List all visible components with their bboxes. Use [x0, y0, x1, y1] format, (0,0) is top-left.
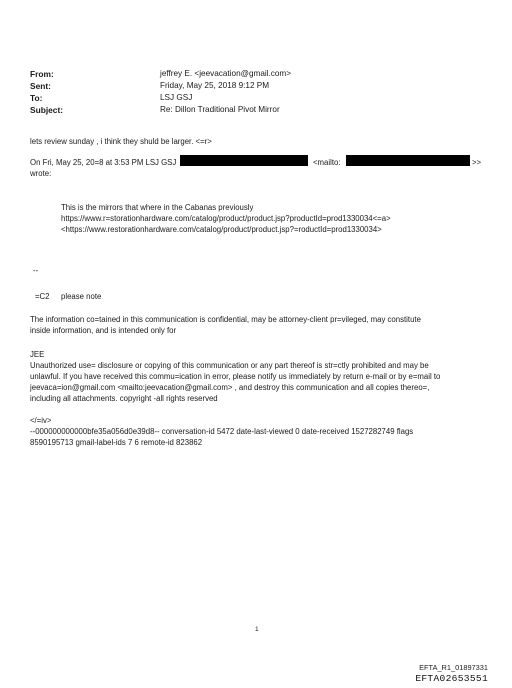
message-line: lets review sunday , i think they shuld be larger. <=r> [30, 137, 212, 146]
quote-link: <https://www.restorationhardware.com/catalog/product/product.jsp?=roductId=prod1330034> [61, 225, 382, 234]
to-value: LSJ GSJ [160, 93, 193, 102]
separator-dashes: -- [33, 266, 39, 275]
quote-link: https://www.r=storationhardware.com/catalog/product/product.jsp?productId=prod1330034<=a> [61, 214, 391, 223]
bates-number-large: EFTA02653551 [415, 673, 488, 684]
signature: JEE [30, 350, 45, 359]
reply-wrote: wrote: [30, 169, 52, 178]
reply-end: >> [472, 158, 482, 167]
page-number: 1 [255, 626, 259, 633]
disclaimer-line: jeevaca=ion@gmail.com <mailto:jeevacation@gmail.com> , and destroy this communication and all copies thereo=, [30, 383, 430, 392]
sent-value: Friday, May 25, 2018 9:12 PM [160, 81, 270, 90]
disclaimer-line: Unauthorized use= disclosure or copying of this communication or any part thereof is str=ctly prohibited and may be [30, 361, 429, 370]
to-label: To: [30, 93, 43, 103]
note-code: =C2 [35, 292, 50, 301]
redaction-box [180, 155, 308, 166]
quote-line: This is the mirrors that where in the Cabanas previously [61, 203, 254, 212]
sent-label: Sent: [30, 81, 51, 91]
confidentiality-line: inside information, and is intended only for [30, 326, 177, 335]
metadata-line: 8590195713 gmail-label-ids 7 6 remote-id 823862 [30, 438, 203, 447]
subject-value: Re: Dillon Traditional Pivot Mirror [160, 105, 280, 114]
reply-attribution: On Fri, May 25, 20=8 at 3:53 PM LSJ GSJ [30, 158, 177, 167]
from-value: jeffrey E. <jeevacation@gmail.com> [160, 69, 292, 78]
subject-label: Subject: [30, 105, 64, 115]
confidentiality-line: The information co=tained in this communication is confidential, may be attorney-client pr=vileged, may constitute [30, 315, 421, 324]
html-tag: </=iv> [30, 416, 52, 425]
from-label: From: [30, 69, 54, 79]
reply-mailto: <mailto: [313, 158, 341, 167]
note-text: please note [61, 292, 102, 301]
disclaimer-line: including all attachments. copyright -all rights reserved [30, 394, 218, 403]
metadata-line: --000000000000bfe35a056d0e39d8-- conversation-id 5472 date-last-viewed 0 date-received 1527282749 flags [30, 427, 414, 436]
redaction-box [346, 155, 470, 166]
disclaimer-line: unlawful. If you have received this commu=ication in error, please notify us immediately by return e-mail or by e=mail to [30, 372, 441, 381]
bates-number-small: EFTA_R1_01897331 [419, 663, 488, 672]
